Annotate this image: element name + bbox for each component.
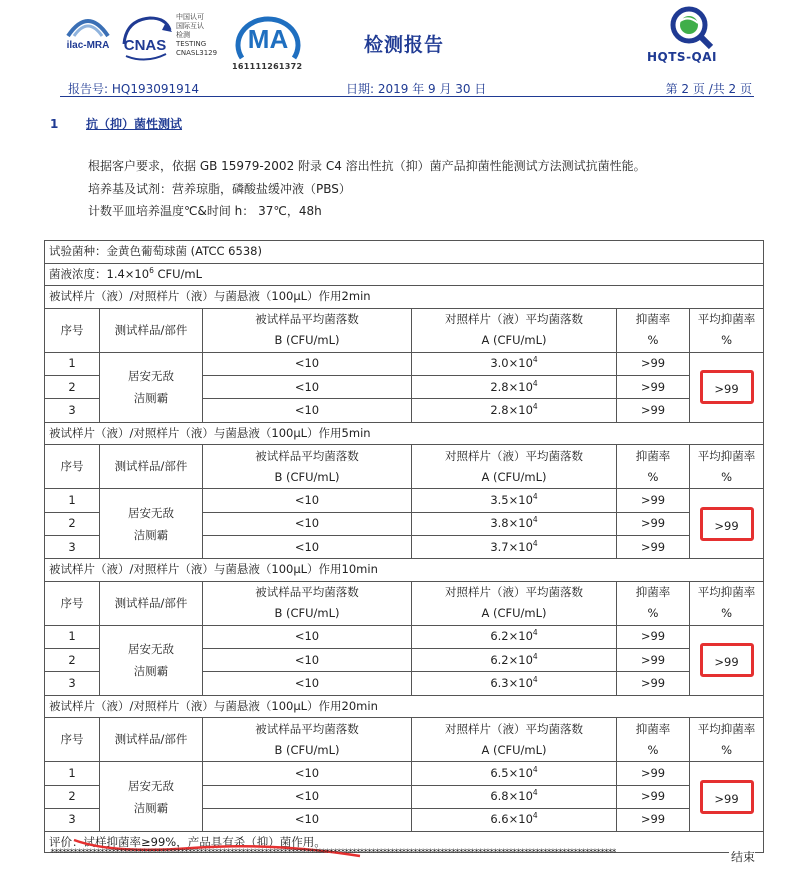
sample-name-line1: 居安无敌 — [128, 778, 174, 793]
group-label-row — [45, 695, 764, 718]
header-a-line1: 对照样片（液）平均菌落数 — [445, 448, 583, 463]
a-count-base: 6.2×10 — [490, 652, 533, 667]
a-count-cell — [412, 399, 617, 422]
report-meta-row — [60, 79, 754, 97]
concentration-row — [45, 263, 764, 286]
table-header-row — [45, 308, 764, 352]
cnas-line: 检测 — [176, 31, 190, 39]
b-count-cell: <10 — [203, 512, 412, 535]
header-b-line1: 被试样品平均菌落数 — [255, 585, 359, 600]
results-table-wrapper — [44, 240, 763, 853]
avg-rate-cell — [690, 352, 764, 422]
header-a — [412, 581, 617, 625]
sample-name-line1: 居安无敌 — [128, 505, 174, 520]
rate-cell: >99 — [617, 785, 690, 808]
sample-name-line2: 洁厕霸 — [133, 527, 169, 542]
avg-rate-cell — [690, 489, 764, 559]
sample-name-line1: 居安无敌 — [128, 369, 174, 384]
group-label: 被试样片（液）/对照样片（液）与菌悬液（100μL）作用20min — [45, 695, 764, 718]
rate-cell: >99 — [617, 625, 690, 648]
a-count-cell — [412, 649, 617, 672]
cnas-line: 国际互认 — [176, 22, 204, 30]
concentration-exponent: 6 — [149, 266, 154, 276]
evaluation-cell: 评价：试样抑菌率≥99%，产品具有杀（抑）菌作用。 — [45, 832, 764, 853]
a-count-cell — [412, 352, 617, 375]
header-a-line2: A (CFU/mL) — [481, 469, 547, 484]
header-rate — [617, 581, 690, 625]
header-rate — [617, 718, 690, 762]
seq-cell: 1 — [45, 762, 100, 785]
section-title — [50, 115, 182, 132]
a-count-exponent: 4 — [532, 788, 538, 798]
seq-cell: 3 — [45, 535, 100, 558]
avg-rate-highlight: >99 — [700, 370, 754, 404]
table-header-row — [45, 581, 764, 625]
header-b — [203, 445, 412, 489]
header-a-line2: A (CFU/mL) — [481, 606, 547, 621]
header-sample: 测试样品/部件 — [100, 445, 203, 489]
end-marker: 结束 — [731, 850, 756, 864]
sample-cell — [100, 352, 203, 422]
rate-cell: >99 — [617, 808, 690, 831]
a-count-base: 3.7×10 — [490, 539, 533, 554]
table-header-row — [45, 445, 764, 489]
table-row — [45, 762, 764, 785]
a-count-exponent: 4 — [532, 538, 538, 548]
seq-cell: 3 — [45, 808, 100, 831]
avg-rate-highlight: >99 — [700, 780, 754, 814]
a-count-base: 3.8×10 — [490, 516, 533, 531]
header-b-line1: 被试样品平均菌落数 — [255, 312, 359, 327]
a-count-base: 6.8×10 — [490, 789, 533, 804]
a-count-exponent: 4 — [532, 651, 538, 661]
b-count-cell: <10 — [203, 785, 412, 808]
avg-rate-highlight: >99 — [700, 507, 754, 541]
b-count-cell: <10 — [203, 808, 412, 831]
header-rate-line1: 抑菌率 — [635, 721, 671, 736]
seq-cell: 3 — [45, 672, 100, 695]
results-table-body — [45, 241, 764, 853]
header-sample: 测试样品/部件 — [100, 718, 203, 762]
header-avg-line1: 平均抑菌率 — [697, 448, 756, 463]
header-rate — [617, 308, 690, 352]
header-avg-line1: 平均抑菌率 — [697, 312, 756, 327]
b-count-cell: <10 — [203, 649, 412, 672]
description-line: 计数平皿培养温度℃&时间 h： 37℃，48h — [88, 204, 322, 218]
header-seq: 序号 — [45, 718, 100, 762]
group-label-row — [45, 286, 764, 309]
header-a — [412, 445, 617, 489]
cnas-line: 中国认可 — [176, 13, 204, 21]
report-number: 报告号: HQ193091914 — [68, 82, 200, 96]
header-rate-line1: 抑菌率 — [635, 585, 671, 600]
a-count-exponent: 4 — [532, 628, 538, 638]
header-avg — [690, 308, 764, 352]
b-count-cell: <10 — [203, 352, 412, 375]
rate-cell: >99 — [617, 762, 690, 785]
table-header-row — [45, 718, 764, 762]
header-b-line2: B (CFU/mL) — [274, 606, 340, 621]
ilac-text: ilac-MRA — [66, 40, 110, 51]
concentration-unit: CFU/mL — [153, 266, 203, 281]
header-a — [412, 308, 617, 352]
a-count-exponent: 4 — [532, 515, 538, 525]
table-row — [45, 489, 764, 512]
group-label: 被试样片（液）/对照样片（液）与菌悬液（100μL）作用10min — [45, 559, 764, 582]
page-indicator: 第 2 页 /共 2 页 — [665, 82, 752, 96]
a-count-cell — [412, 672, 617, 695]
a-count-base: 6.5×10 — [490, 765, 533, 780]
header-sample: 测试样品/部件 — [100, 581, 203, 625]
rate-cell: >99 — [617, 352, 690, 375]
ma-text: MA — [247, 24, 289, 54]
header-a-line1: 对照样片（液）平均菌落数 — [445, 312, 583, 327]
sample-cell — [100, 489, 203, 559]
header-rate-line2: % — [647, 333, 659, 348]
sample-cell — [100, 762, 203, 832]
a-count-cell — [412, 489, 617, 512]
seq-cell: 2 — [45, 512, 100, 535]
header-b-line1: 被试样品平均菌落数 — [255, 721, 359, 736]
header-avg-line2: % — [721, 742, 732, 757]
report-header — [0, 0, 808, 100]
a-count-base: 3.0×10 — [490, 356, 533, 371]
rate-cell: >99 — [617, 512, 690, 535]
seq-cell: 1 — [45, 625, 100, 648]
rate-cell: >99 — [617, 672, 690, 695]
hqts-logo — [661, 5, 721, 51]
header-avg-line1: 平均抑菌率 — [697, 585, 756, 600]
header-b-line1: 被试样品平均菌落数 — [255, 448, 359, 463]
strain-cell: 试验菌种：金黄色葡萄球菌 (ATCC 6538) — [45, 241, 764, 264]
a-count-base: 6.3×10 — [490, 675, 533, 690]
a-count-exponent: 4 — [532, 765, 538, 775]
a-count-base: 3.5×10 — [490, 492, 533, 507]
seq-cell: 2 — [45, 376, 100, 399]
b-count-cell: <10 — [203, 376, 412, 399]
a-count-base: 6.2×10 — [490, 629, 533, 644]
header-avg — [690, 445, 764, 489]
b-count-cell: <10 — [203, 489, 412, 512]
header-a-line2: A (CFU/mL) — [481, 333, 547, 348]
sample-name-line1: 居安无敌 — [128, 642, 174, 657]
a-count-cell — [412, 376, 617, 399]
rate-cell: >99 — [617, 376, 690, 399]
avg-rate-highlight: >99 — [700, 643, 754, 677]
header-b-line2: B (CFU/mL) — [274, 333, 340, 348]
rate-cell: >99 — [617, 649, 690, 672]
a-count-cell — [412, 808, 617, 831]
header-avg — [690, 718, 764, 762]
header-b — [203, 718, 412, 762]
sample-name-line2: 洁厕霸 — [133, 391, 169, 406]
avg-rate-cell — [690, 625, 764, 695]
a-count-exponent: 4 — [532, 402, 538, 412]
header-b — [203, 308, 412, 352]
group-label: 被试样片（液）/对照样片（液）与菌悬液（100μL）作用2min — [45, 286, 764, 309]
header-rate-line2: % — [647, 606, 659, 621]
seq-cell: 1 — [45, 489, 100, 512]
b-count-cell: <10 — [203, 762, 412, 785]
a-count-base: 6.6×10 — [490, 812, 533, 827]
header-rate-line1: 抑菌率 — [635, 448, 671, 463]
section-title-text: 抗（抑）菌性测试 — [86, 117, 183, 131]
hqts-name: HQTS-QAI — [647, 50, 718, 64]
header-b-line2: B (CFU/mL) — [274, 469, 340, 484]
seq-cell: 1 — [45, 352, 100, 375]
cnas-text: CNAS — [123, 37, 167, 54]
group-label-row — [45, 559, 764, 582]
a-count-cell — [412, 535, 617, 558]
header-rate-line2: % — [647, 742, 659, 757]
description-line: 培养基及试剂：营养琼脂，磷酸盐缓冲液（PBS） — [88, 182, 351, 196]
a-count-cell — [412, 762, 617, 785]
a-count-cell — [412, 625, 617, 648]
header-b-line2: B (CFU/mL) — [274, 742, 340, 757]
header-seq: 序号 — [45, 445, 100, 489]
a-count-exponent: 4 — [532, 492, 538, 502]
header-avg — [690, 581, 764, 625]
header-a — [412, 718, 617, 762]
a-count-exponent: 4 — [532, 675, 538, 685]
table-row — [45, 352, 764, 375]
cnas-line: TESTING — [176, 40, 207, 48]
header-rate-line2: % — [647, 469, 659, 484]
header-a-line1: 对照样片（液）平均菌落数 — [445, 721, 583, 736]
header-avg-line2: % — [721, 469, 732, 484]
group-label-row — [45, 422, 764, 445]
group-label: 被试样片（液）/对照样片（液）与菌悬液（100μL）作用5min — [45, 422, 764, 445]
cma-number: 161111261372 — [232, 62, 303, 71]
header-a-line1: 对照样片（液）平均菌落数 — [445, 585, 583, 600]
a-count-base: 2.8×10 — [490, 403, 533, 418]
sample-name-line2: 洁厕霸 — [133, 800, 169, 815]
seq-cell: 2 — [45, 785, 100, 808]
b-count-cell: <10 — [203, 625, 412, 648]
header-rate — [617, 445, 690, 489]
header-avg-line1: 平均抑菌率 — [697, 721, 756, 736]
section-number: 1 — [50, 117, 59, 131]
b-count-cell: <10 — [203, 399, 412, 422]
header-avg-line2: % — [721, 606, 732, 621]
b-count-cell: <10 — [203, 535, 412, 558]
end-separator-stars: **************************************************************************************************************************************************** — [50, 848, 616, 858]
a-count-cell — [412, 785, 617, 808]
header-b — [203, 581, 412, 625]
cnas-line: CNASL3129 — [176, 49, 218, 57]
rate-cell: >99 — [617, 535, 690, 558]
concentration-prefix: 菌液浓度：1.4×10 — [49, 266, 150, 281]
a-count-cell — [412, 512, 617, 535]
header-rate-line1: 抑菌率 — [635, 312, 671, 327]
header-seq: 序号 — [45, 308, 100, 352]
seq-cell: 2 — [45, 649, 100, 672]
a-count-exponent: 4 — [532, 378, 538, 388]
header-seq: 序号 — [45, 581, 100, 625]
concentration-cell — [45, 263, 764, 286]
sample-name-line2: 洁厕霸 — [133, 664, 169, 679]
header-sample: 测试样品/部件 — [100, 308, 203, 352]
a-count-exponent: 4 — [532, 811, 538, 821]
header-avg-line2: % — [721, 333, 732, 348]
header-a-line2: A (CFU/mL) — [481, 742, 547, 757]
a-count-base: 2.8×10 — [490, 379, 533, 394]
avg-rate-cell — [690, 762, 764, 832]
sample-cell — [100, 625, 203, 695]
b-count-cell: <10 — [203, 672, 412, 695]
results-table — [44, 240, 764, 853]
description-line: 根据客户要求，依据 GB 15979-2002 附录 C4 溶出性抗（抑）菌产品抑菌性能测试方法测试抗菌性能。 — [88, 159, 646, 173]
rate-cell: >99 — [617, 399, 690, 422]
rate-cell: >99 — [617, 489, 690, 512]
seq-cell: 3 — [45, 399, 100, 422]
strain-row — [45, 241, 764, 264]
a-count-exponent: 4 — [532, 355, 538, 365]
page-title: 检测报告 — [363, 34, 444, 56]
report-date: 日期: 2019 年 9 月 30 日 — [346, 82, 487, 96]
table-row — [45, 625, 764, 648]
